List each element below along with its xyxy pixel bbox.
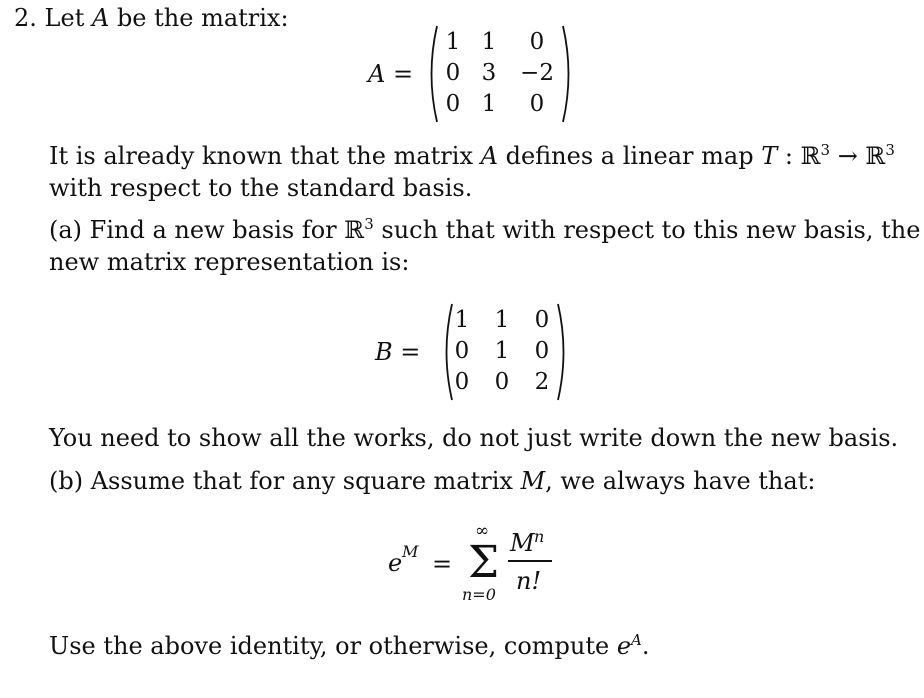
- matrix-b-cell: 0: [534, 338, 550, 364]
- matrix-a-cell: −2: [520, 60, 554, 86]
- part-a-line-2: new matrix representation is:: [49, 248, 410, 276]
- part-b-final: Use the above identity, or otherwise, compute $e^A$.: [49, 631, 650, 660]
- matrix-a-cell: 3: [481, 60, 497, 86]
- part-a-line-1: (a) Find a new basis for ℝ$^3$ such that with respect to this new basis, the: [49, 215, 921, 244]
- fraction-denominator: n!: [516, 567, 542, 595]
- right-paren-icon: [561, 24, 575, 124]
- matrix-b-cell: 0: [534, 307, 550, 333]
- part-a-note: You need to show all the works, do not just write down the new basis.: [49, 424, 899, 452]
- matrix-b-cell: 0: [454, 369, 470, 395]
- fraction-numerator: M: [510, 529, 535, 557]
- part-b-line-1: (b) Assume that for any square matrix M, we always have that:: [49, 467, 816, 495]
- matrix-b-cell: 1: [454, 307, 470, 333]
- matrix-a-cell: 0: [529, 91, 545, 117]
- sigma-icon: Σ: [468, 537, 500, 588]
- matrix-b-cell: 1: [494, 307, 510, 333]
- matrix-a: [425, 24, 575, 124]
- matrix-a-label: A =: [368, 60, 414, 88]
- sum-upper-limit: ∞: [475, 521, 490, 541]
- problem-number: 2.: [14, 4, 37, 32]
- matrix-b-label: B =: [375, 338, 421, 366]
- problem-header: [14, 2, 289, 34]
- matrix-a-cell: 0: [445, 91, 461, 117]
- known-line-1: It is already known that the matrix A defines a linear map T : ℝ$^3$ → ℝ$^3$: [49, 141, 895, 170]
- identity-formula: [380, 515, 580, 610]
- matrix-b: [440, 302, 570, 402]
- fraction-numerator-exp: n: [534, 527, 545, 546]
- identity-lhs-base: e: [388, 549, 403, 577]
- fraction-bar: [508, 560, 552, 562]
- identity-lhs-exp: M: [402, 542, 419, 561]
- sum-lower-limit: n=0: [462, 585, 496, 604]
- matrix-a-cell: 1: [445, 29, 461, 55]
- matrix-b-cell: 0: [454, 338, 470, 364]
- matrix-a-cell: 0: [445, 60, 461, 86]
- matrix-a-cell: 1: [481, 91, 497, 117]
- identity-equals: =: [432, 550, 453, 578]
- matrix-b-cell: 2: [534, 369, 550, 395]
- intro-text: Let A be the matrix:: [44, 4, 289, 32]
- matrix-b-cell: 1: [494, 338, 510, 364]
- known-line-2: with respect to the standard basis.: [49, 174, 473, 202]
- matrix-a-cell: 1: [481, 29, 497, 55]
- matrix-a-cell: 0: [529, 29, 545, 55]
- matrix-b-cell: 0: [494, 369, 510, 395]
